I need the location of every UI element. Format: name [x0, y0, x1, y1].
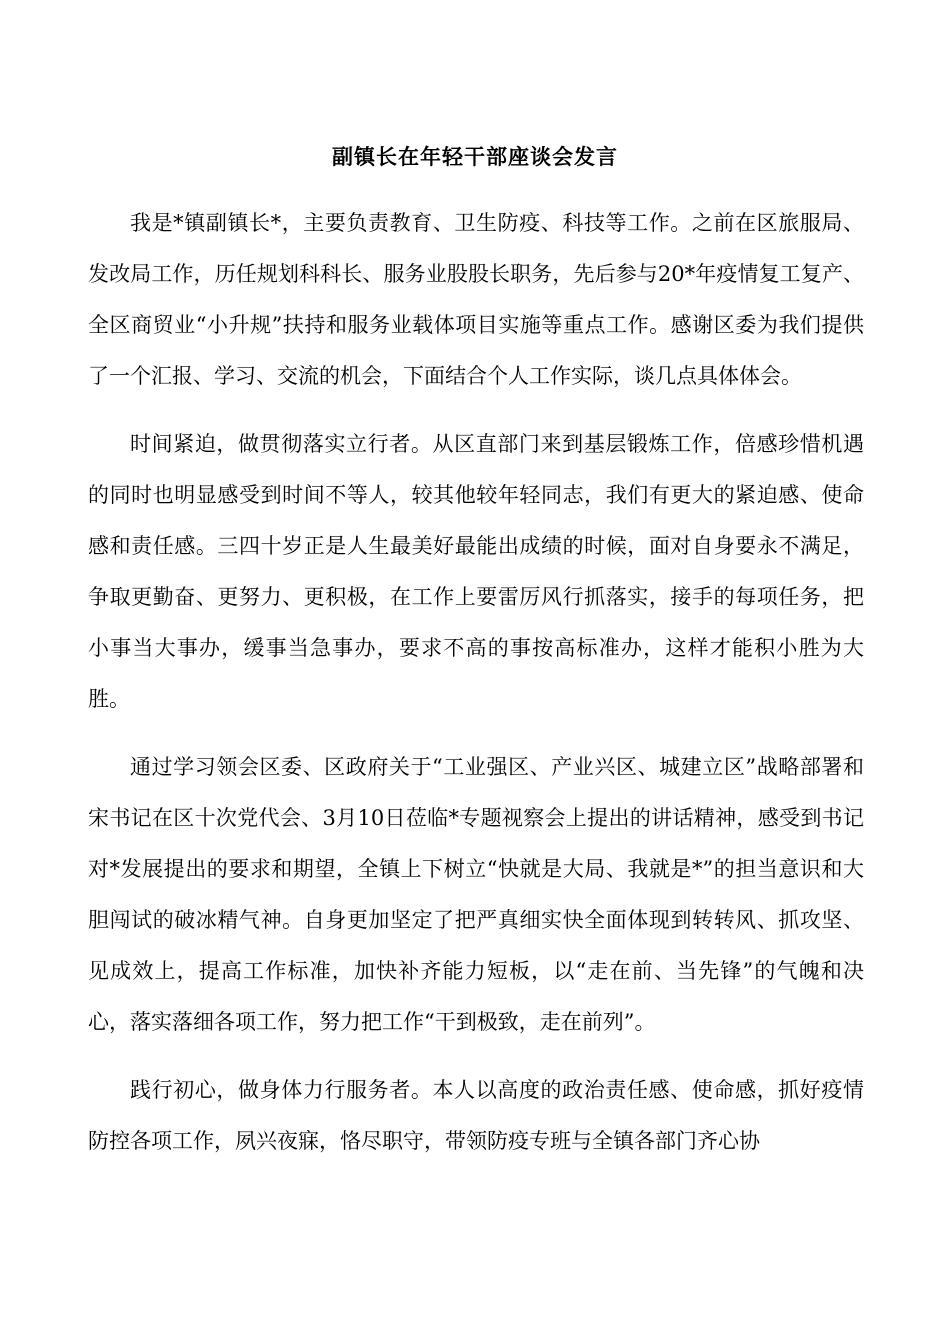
paragraph-time-urgency: 时间紧迫，做贯彻落实立行者。从区直部门来到基层锻炼工作，倍感珍惜机遇的同时也明显感受到时间不等人，较其他较年轻同志，我们有更大的紧迫感、使命感和责任感。三四十岁正是人生最美好最能出成绩的时候，面对自身要永不满足，争取更勤奋、更努力、更积极，在工作上要雷厉风行抓落实，接手的每项任务，把小事当大事办，缓事当急事办，要求不高的事按高标准办，这样才能积小胜为大胜。	[88, 432, 864, 711]
document-title: 副镇长在年轻干部座谈会发言	[332, 144, 618, 169]
document-body	[88, 198, 864, 1184]
paragraph-practice-service: 践行初心，做身体力行服务者。本人以高度的政治责任感、使命感，抓好疫情防控各项工作，夙兴夜寐，恪尽职守，带领防疫专班与全镇各部门齐心协	[88, 1078, 864, 1153]
paragraph-intro: 我是*镇副镇长*，主要负责教育、卫生防疫、科技等工作。之前在区旅服局、发改局工作，历任规划科科长、服务业股股长职务，先后参与20*年疫情复工复产、全区商贸业“小升规”扶持和服务业载体项目实施等重点工作。感谢区委为我们提供了一个汇报、学习、交流的机会，下面结合个人工作实际，谈几点具体体会。	[88, 211, 864, 388]
paragraph-study-spirit: 通过学习领会区委、区政府关于“工业强区、产业兴区、城建立区”战略部署和宋书记在区十次党代会、3月10日莅临*专题视察会上提出的讲话精神，感受到书记对*发展提出的要求和期望，全镇上下树立“快就是大局、我就是*”的担当意识和大胆闯试的破冰精气神。自身更加坚定了把严真细实快全面体现到转转风、抓攻坚、见成效上，提高工作标准，加快补齐能力短板，以“走在前、当先锋”的气魄和决心，落实落细各项工作，努力把工作“干到极致，走在前列”。	[88, 755, 864, 1034]
